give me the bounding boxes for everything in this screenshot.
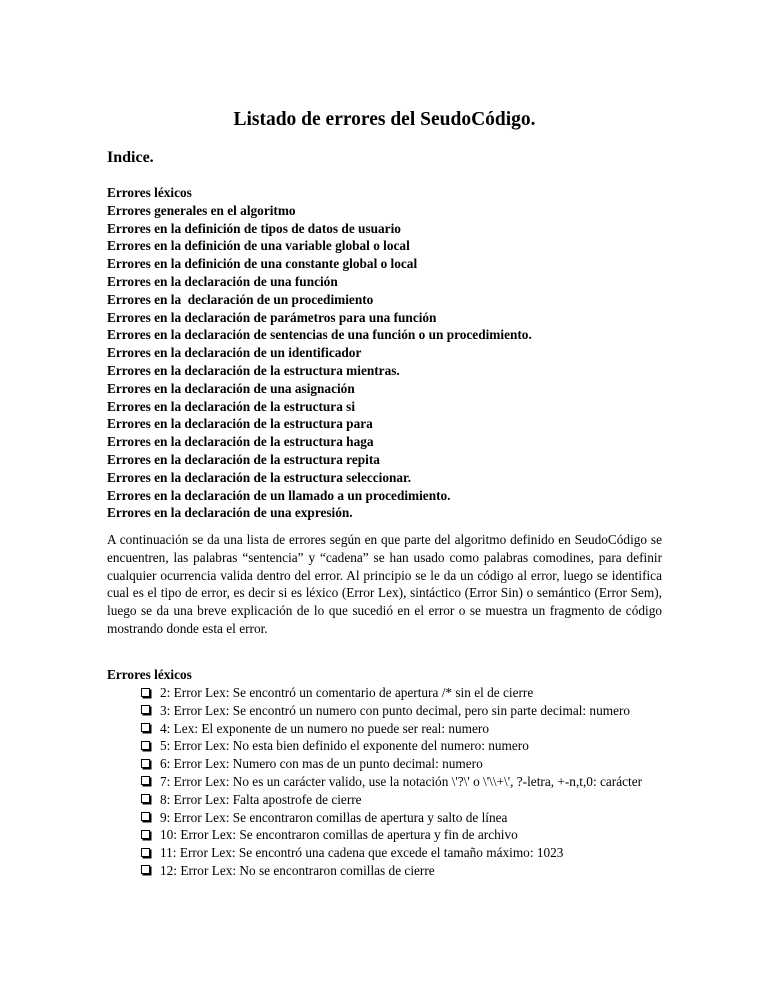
error-item	[141, 702, 662, 720]
checkbox-bullet-icon	[141, 776, 150, 785]
toc-item: Errores en la definición de tipos de datos de usuario	[107, 220, 401, 236]
error-text: 11: Error Lex: Se encontró una cadena que excede el tamaño máximo: 1023	[160, 845, 564, 861]
toc-item: Errores en la declaración de la estructura repita	[107, 451, 380, 467]
checkbox-bullet-icon	[141, 794, 150, 803]
lexical-errors-list	[141, 684, 662, 880]
error-item	[141, 826, 662, 844]
toc-item: Errores en la declaración de la estructura si	[107, 398, 356, 414]
toc-item: Errores en la definición de una constante global o local	[107, 256, 418, 272]
error-text: 3: Error Lex: Se encontró un numero con punto decimal, pero sin parte decimal: numero	[160, 702, 631, 718]
toc-item: Errores en la definición de una variable global o local	[107, 238, 410, 254]
toc-item: Errores en la declaración de la estructura para	[107, 416, 373, 432]
error-text: 12: Error Lex: No se encontraron comillas de cierre	[160, 862, 435, 878]
error-item	[141, 862, 662, 880]
checkbox-bullet-icon	[141, 812, 150, 821]
checkbox-bullet-icon	[141, 688, 150, 697]
error-text: 2: Error Lex: Se encontró un comentario de apertura /* sin el de cierre	[160, 685, 534, 700]
error-text: 5: Error Lex: No esta bien definido el exponente del numero: numero	[160, 738, 529, 754]
toc-item: Errores en la declaración de un procedimiento	[107, 291, 374, 307]
checkbox-bullet-icon	[141, 723, 150, 732]
error-item	[141, 773, 662, 791]
toc-item: Errores generales en el algoritmo	[107, 202, 296, 218]
toc-item: Errores en la declaración de la estructura haga	[107, 434, 374, 450]
intro-paragraph: A continuación se da una lista de errores según en que parte del algoritmo definido en SeudoCódigo se encuentren, las palabras “sentencia” y “cadena” se han usado como palabras comodines, para definir cualquier ocurrencia valida dentro del error. Al principio se le da un código al error, luego se identifica cual es el tipo de error, es decir si es léxico (Error Lex), sintáctico (Error Sin) o semántico (Error Sem), luego se da una breve explicación de lo que sucedió en el error o se muestra un fragmento de código mostrando donde esta el error.	[107, 532, 662, 636]
toc-item: Errores en la declaración de un identificador	[107, 345, 362, 361]
error-item	[141, 844, 662, 862]
toc-item: Errores en la declaración de una función	[107, 273, 338, 289]
toc-item: Errores en la declaración de la estructura mientras.	[107, 362, 400, 378]
toc-item: Errores léxicos	[107, 185, 192, 200]
checkbox-bullet-icon	[141, 741, 150, 750]
toc-item: Errores en la declaración de un llamado a un procedimiento.	[107, 487, 451, 503]
index-heading: Indice.	[107, 149, 154, 166]
error-item	[141, 684, 662, 702]
toc-item: Errores en la declaración de una asignación	[107, 380, 355, 396]
lexical-errors-heading: Errores léxicos	[107, 667, 192, 682]
checkbox-bullet-icon	[141, 848, 150, 857]
error-text: 8: Error Lex: Falta apostrofe de cierre	[160, 791, 362, 807]
error-text: 7: Error Lex: No es un carácter valido, use la notación \'?\' o \'\\+\', ?-letra, +-n,t,0: carácter	[160, 773, 643, 789]
checkbox-bullet-icon	[141, 705, 150, 714]
error-item	[141, 720, 662, 738]
error-text: 9: Error Lex: Se encontraron comillas de apertura y salto de línea	[160, 809, 508, 825]
table-of-contents	[107, 184, 532, 522]
checkbox-bullet-icon	[141, 865, 150, 874]
checkbox-bullet-icon	[141, 830, 150, 839]
error-item	[141, 755, 662, 773]
checkbox-bullet-icon	[141, 759, 150, 768]
toc-item: Errores en la declaración de sentencias de una función o un procedimiento.	[107, 327, 532, 343]
toc-item: Errores en la declaración de parámetros para una función	[107, 309, 437, 325]
toc-item: Errores en la declaración de una expresión.	[107, 505, 353, 521]
error-item	[141, 737, 662, 755]
error-text: 4: Lex: El exponente de un numero no puede ser real: numero	[160, 720, 489, 736]
error-item	[141, 809, 662, 827]
error-text: 6: Error Lex: Numero con mas de un punto decimal: numero	[160, 756, 483, 772]
error-text: 10: Error Lex: Se encontraron comillas de apertura y fin de archivo	[160, 827, 518, 843]
toc-item: Errores en la declaración de la estructura seleccionar.	[107, 469, 412, 485]
error-item	[141, 791, 662, 809]
document-title: Listado de errores del SeudoCódigo.	[233, 109, 536, 130]
